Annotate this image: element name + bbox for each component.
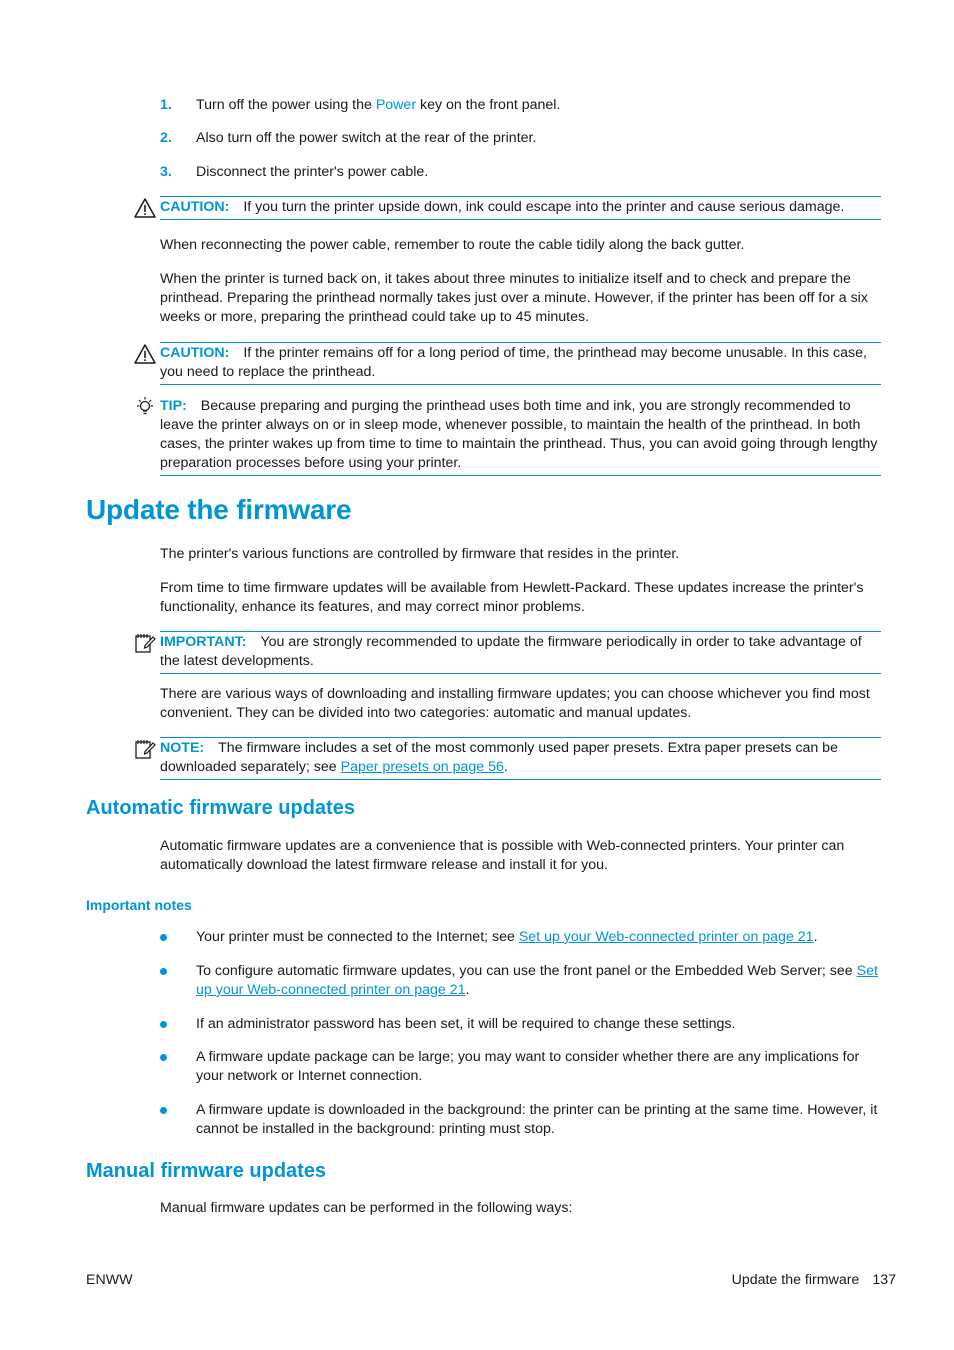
important-text: You are strongly recommended to update the firmware periodically in order to take advantage of the latest developments. — [160, 634, 862, 669]
caution-notice — [160, 342, 881, 385]
bullet-icon — [160, 1054, 167, 1061]
step-text: Disconnect the printer's power cable. — [196, 164, 429, 180]
paragraph-functions: The printer's various functions are controlled by firmware that resides in the printer. — [160, 546, 680, 562]
caution-text: If you turn the printer upside down, ink could escape into the printer and cause serious damage. — [243, 199, 845, 215]
paragraph-turned-on: When the printer is turned back on, it takes about three minutes to initialize itself and to check and prepare the printhead. Preparing the printhead normally takes just over a minute. However, if the printer has been off for a six weeks or more, preparing the printhead could take up to 45 minutes. — [160, 271, 868, 325]
web-connected-setup-link[interactable]: Set up your Web-connected printer on page 21 — [518, 929, 814, 945]
caution-notice — [160, 196, 881, 220]
list-item-text: If an administrator password has been set, it will be required to change these settings. — [196, 1016, 736, 1032]
caution-label: CAUTION: — [160, 199, 230, 215]
list-item-text: A firmware update is downloaded in the background: the printer can be printing at the same time. However, it cannot be installed in the background: printing must stop. — [196, 1102, 878, 1137]
paragraph-ways: There are various ways of downloading and installing firmware updates; you can choose whichever you find most convenient. They can be divided into two categories: automatic and manual updates. — [160, 686, 870, 721]
footer-right — [732, 1271, 896, 1290]
notepad-pencil-icon — [134, 738, 156, 760]
section-title: Update the firmware — [86, 494, 352, 525]
manual-updates-heading: Manual firmware updates — [86, 1160, 327, 1182]
footer-section: Update the firmware — [731, 1272, 860, 1288]
bullet-icon — [160, 934, 167, 941]
step-number: 3. — [160, 164, 172, 180]
step-number: 1. — [160, 97, 172, 113]
tip-text: Because preparing and purging the printhead uses both time and ink, you are strongly recommended to leave the printer always on or in sleep mode, whenever possible, to maintain the health of the printhead. In both cases, the printer wakes up from time to time to maintain the printhead. Thus, you can avoid going through lengthy preparation processes before using your printer. — [160, 398, 878, 471]
bullet-icon — [160, 1107, 167, 1114]
step-text — [196, 96, 886, 115]
list-item-text — [196, 962, 882, 1000]
paragraph-reconnect: When reconnecting the power cable, remember to route the cable tidily along the back gutter. — [160, 237, 745, 253]
tip-label: TIP: — [160, 398, 187, 414]
bullet-icon — [160, 968, 167, 975]
note-notice — [160, 737, 881, 780]
step-text-before: Turn off the power using the — [196, 97, 376, 113]
warning-triangle-icon — [134, 343, 156, 365]
note-label: NOTE: — [160, 740, 205, 756]
bullet-icon — [160, 1021, 167, 1028]
paragraph-automatic: Automatic firmware updates are a convenience that is possible with Web-connected printers. Your printer can automatically download the latest firmware release and install it for you. — [160, 838, 845, 873]
list-item-text: A firmware update package can be large; you may want to consider whether there are any implications for your network or Internet connection. — [196, 1049, 860, 1084]
warning-triangle-icon — [134, 197, 156, 219]
note-text-after: . — [503, 759, 508, 775]
paper-presets-link[interactable]: Paper presets on page 56 — [340, 759, 504, 775]
tip-notice — [160, 396, 881, 476]
notepad-pencil-icon — [134, 632, 156, 654]
paragraph-updates: From time to time firmware updates will be available from Hewlett-Packard. These updates increase the printer's functionality, enhance its features, and may correct minor problems. — [160, 580, 864, 615]
step-text-after: key on the front panel. — [416, 97, 561, 113]
list-item-text-before: To configure automatic firmware updates, you can use the front panel or the Embedded Web Server; see — [196, 963, 857, 979]
important-notes-heading: Important notes — [86, 897, 192, 913]
list-item-text-before: Your printer must be connected to the Internet; see — [196, 929, 519, 945]
important-notice — [160, 631, 881, 674]
caution-label: CAUTION: — [160, 345, 230, 361]
page-number: 137 — [872, 1272, 896, 1288]
lightbulb-icon — [134, 396, 156, 418]
automatic-updates-heading: Automatic firmware updates — [86, 797, 355, 819]
footer-left: ENWW — [86, 1272, 133, 1288]
power-key-label: Power — [375, 97, 417, 113]
note-text: The firmware includes a set of the most commonly used paper presets. Extra paper presets can be downloaded separately; see — [160, 740, 838, 775]
step-number: 2. — [160, 130, 172, 146]
caution-text: If the printer remains off for a long period of time, the printhead may become unusable. In this case, you need to replace the printhead. — [160, 345, 867, 380]
web-connected-setup-link[interactable]: Set up your Web-connected printer on page 21 — [196, 963, 878, 998]
list-item-text-after: . — [813, 929, 818, 945]
list-item-text — [196, 928, 882, 947]
paragraph-manual: Manual firmware updates can be performed in the following ways: — [160, 1200, 573, 1216]
step-text: Also turn off the power switch at the rear of the printer. — [196, 130, 537, 146]
important-label: IMPORTANT: — [160, 634, 247, 650]
list-item-text-after: . — [465, 982, 470, 998]
